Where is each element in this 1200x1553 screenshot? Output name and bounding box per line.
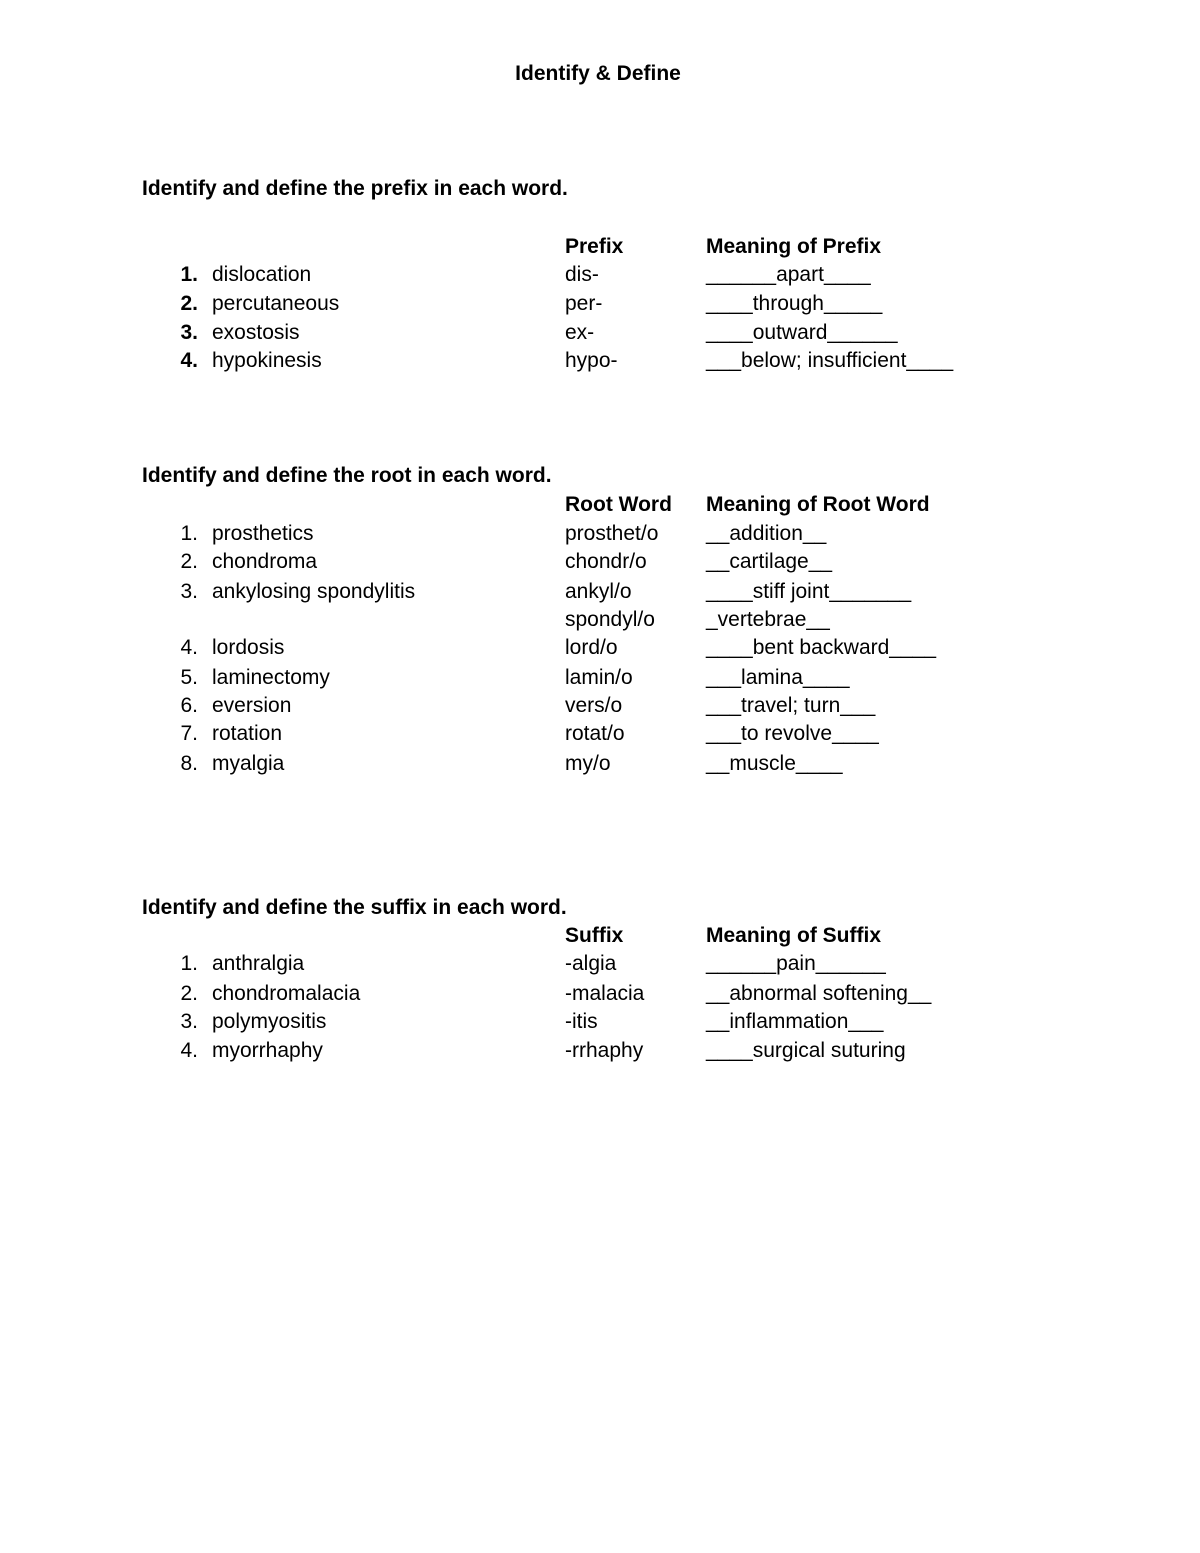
item-prefix: ex- <box>565 321 595 344</box>
column-header-root-word: Root Word <box>565 493 672 516</box>
item-meaning: ___below; insufficient____ <box>706 349 954 372</box>
list-item <box>0 1038 1200 1067</box>
list-item <box>0 320 1200 349</box>
item-suffix: -rrhaphy <box>565 1039 644 1062</box>
item-number: 1. <box>180 263 198 286</box>
item-meaning: __addition__ <box>706 522 827 545</box>
list-item <box>0 721 1200 750</box>
list-item <box>0 291 1200 320</box>
item-number: 4. <box>180 1039 198 1062</box>
item-root: ankyl/o <box>565 580 632 603</box>
list-item <box>0 665 1200 694</box>
item-root: prosthet/o <box>565 522 659 545</box>
item-meaning: __inflammation___ <box>706 1010 884 1033</box>
list-item <box>0 751 1200 780</box>
item-word: rotation <box>212 722 283 745</box>
item-root: my/o <box>565 752 611 775</box>
item-word: anthralgia <box>212 952 305 975</box>
item-number: 3. <box>180 1010 198 1033</box>
item-number: 6. <box>180 694 198 717</box>
item-root: lamin/o <box>565 666 633 689</box>
list-item <box>0 549 1200 578</box>
column-header-meaning-of-prefix: Meaning of Prefix <box>706 235 882 258</box>
section-heading-root: Identify and define the root in each word. <box>142 464 552 487</box>
list-item <box>0 981 1200 1010</box>
item-meaning: _vertebrae__ <box>706 608 830 631</box>
item-word: chondroma <box>212 550 318 573</box>
item-meaning: ___lamina____ <box>706 666 850 689</box>
item-number: 4. <box>180 349 198 372</box>
item-word: eversion <box>212 694 292 717</box>
section-heading-prefix: Identify and define the prefix in each word. <box>142 177 568 200</box>
column-header-meaning-of-root-word: Meaning of Root Word <box>706 493 930 516</box>
item-root: spondyl/o <box>565 608 655 631</box>
item-root: vers/o <box>565 694 623 717</box>
item-meaning: ____stiff joint_______ <box>706 580 912 603</box>
list-item <box>0 262 1200 291</box>
item-word: dislocation <box>212 263 312 286</box>
list-item <box>0 693 1200 722</box>
list-item <box>0 521 1200 550</box>
item-meaning: ___to revolve____ <box>706 722 879 745</box>
item-root: chondr/o <box>565 550 647 573</box>
item-number: 2. <box>180 550 198 573</box>
item-word: lordosis <box>212 636 285 659</box>
column-header-row-suffix <box>0 923 1200 952</box>
section-heading-suffix: Identify and define the suffix in each word. <box>142 896 567 919</box>
item-prefix: hypo- <box>565 349 618 372</box>
item-word: laminectomy <box>212 666 330 689</box>
column-header-prefix: Prefix <box>565 235 624 258</box>
item-prefix: per- <box>565 292 603 315</box>
item-meaning: ____bent backward____ <box>706 636 937 659</box>
list-item <box>0 951 1200 980</box>
list-item <box>0 607 1200 636</box>
item-word: prosthetics <box>212 522 314 545</box>
item-word: chondromalacia <box>212 982 361 1005</box>
item-meaning: ____through_____ <box>706 292 883 315</box>
item-root: lord/o <box>565 636 618 659</box>
item-word: myorrhaphy <box>212 1039 323 1062</box>
item-number: 1. <box>180 952 198 975</box>
item-number: 4. <box>180 636 198 659</box>
item-meaning: ______pain______ <box>706 952 886 975</box>
column-header-row-root <box>0 492 1200 521</box>
item-root: rotat/o <box>565 722 625 745</box>
item-number: 8. <box>180 752 198 775</box>
item-number: 3. <box>180 321 198 344</box>
item-number: 7. <box>180 722 198 745</box>
list-item <box>0 579 1200 608</box>
item-word: myalgia <box>212 752 285 775</box>
item-prefix: dis- <box>565 263 599 286</box>
item-word: polymyositis <box>212 1010 327 1033</box>
item-meaning: __cartilage__ <box>706 550 833 573</box>
item-word: exostosis <box>212 321 300 344</box>
page-title: Identify & Define <box>515 62 681 85</box>
item-suffix: -algia <box>565 952 617 975</box>
item-number: 5. <box>180 666 198 689</box>
item-number: 3. <box>180 580 198 603</box>
item-meaning: ______apart____ <box>706 263 871 286</box>
item-meaning: ____outward______ <box>706 321 898 344</box>
item-suffix: -itis <box>565 1010 598 1033</box>
list-item <box>0 348 1200 377</box>
column-header-row-prefix <box>0 234 1200 263</box>
item-number: 1. <box>180 522 198 545</box>
column-header-meaning-of-suffix: Meaning of Suffix <box>706 924 881 947</box>
list-item <box>0 1009 1200 1038</box>
item-suffix: -malacia <box>565 982 645 1005</box>
item-word: percutaneous <box>212 292 340 315</box>
item-meaning: ___travel; turn___ <box>706 694 876 717</box>
item-word: hypokinesis <box>212 349 322 372</box>
item-word: ankylosing spondylitis <box>212 580 416 603</box>
item-number: 2. <box>180 292 198 315</box>
item-meaning: __abnormal softening__ <box>706 982 932 1005</box>
item-meaning: ____surgical suturing <box>706 1039 906 1062</box>
item-meaning: __muscle____ <box>706 752 843 775</box>
list-item <box>0 635 1200 664</box>
item-number: 2. <box>180 982 198 1005</box>
column-header-suffix: Suffix <box>565 924 624 947</box>
